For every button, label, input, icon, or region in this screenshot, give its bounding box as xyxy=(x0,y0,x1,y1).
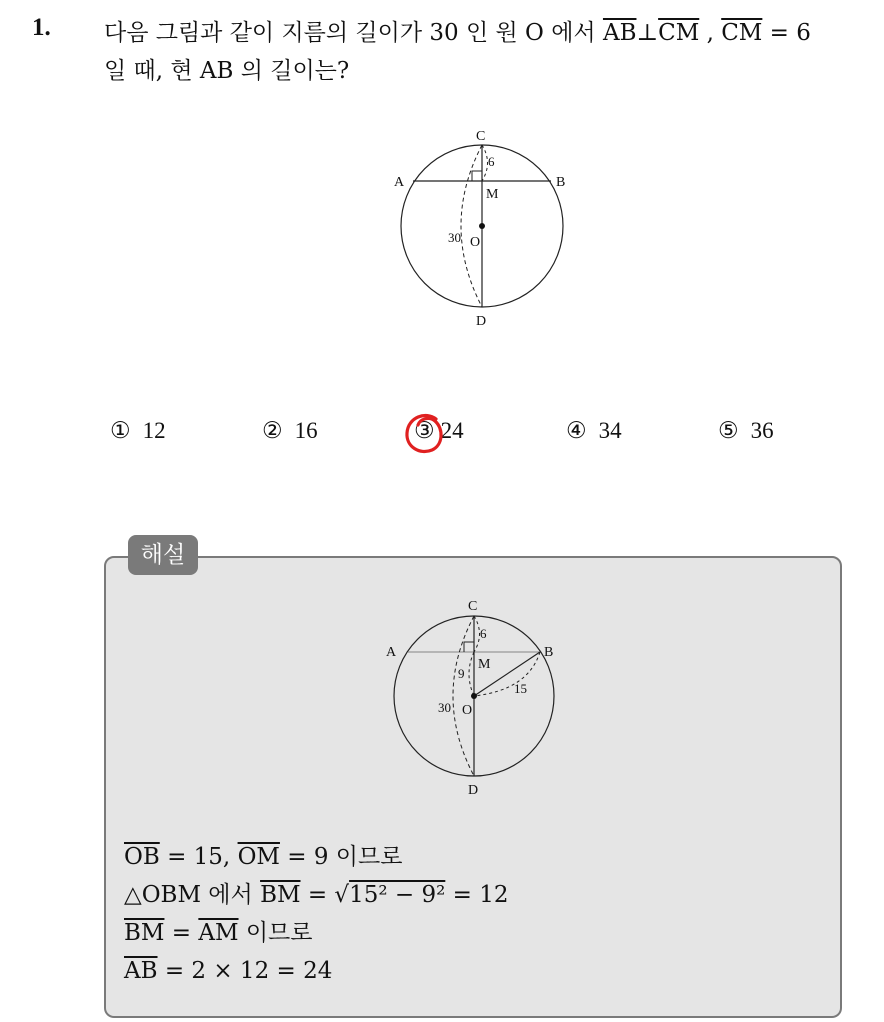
segment-ab: $\overline{AB}$ xyxy=(602,20,637,46)
sol-dashed-arc-30 xyxy=(453,616,474,776)
label-a: A xyxy=(394,175,405,190)
sol-label-30: 30 xyxy=(438,700,451,715)
label-30: 30 xyxy=(448,230,461,245)
segment-om: $\overline{OM}$ xyxy=(237,844,280,870)
segment-bm-2: $\overline{BM}$ xyxy=(124,920,165,946)
sol-dashed-arc-9 xyxy=(469,652,474,696)
sol-label-6: 6 xyxy=(480,626,487,641)
choice-5-value: 36 xyxy=(750,418,774,443)
choice-3-value: 24 xyxy=(440,418,464,443)
eq-12: = 12 xyxy=(445,882,509,908)
sol-label-a: A xyxy=(386,645,397,660)
choice-5-mark: ⑤ xyxy=(718,418,739,443)
label-c: C xyxy=(476,129,486,144)
solution-line-2 xyxy=(124,876,508,914)
eq-sign: = xyxy=(300,882,335,908)
choice-2-mark: ② xyxy=(262,418,283,443)
answer-choices xyxy=(110,418,830,454)
choice-1-mark: ① xyxy=(110,418,131,443)
therefore-suffix: 이므로 xyxy=(238,920,313,946)
comma: , xyxy=(699,20,722,46)
center-point xyxy=(479,223,485,229)
eq-15: = 15, xyxy=(159,844,238,870)
eq-9: = 9 이므로 xyxy=(279,844,403,870)
solution-text xyxy=(124,838,508,990)
right-angle-mark xyxy=(472,171,482,181)
solution-figure xyxy=(378,590,578,800)
selected-answer-circle xyxy=(402,411,448,457)
segment-bm: $\overline{BM}$ xyxy=(260,882,301,908)
solution-line-3 xyxy=(124,914,508,952)
question-figure xyxy=(390,120,580,330)
label-6: 6 xyxy=(488,154,495,169)
label-o: O xyxy=(470,235,481,250)
dashed-arc-30 xyxy=(461,145,482,307)
radical-sign: √ xyxy=(334,882,350,908)
sol-label-d: D xyxy=(468,783,479,798)
sol-label-c: C xyxy=(468,599,478,614)
choice-4-value: 34 xyxy=(598,418,622,443)
triangle-prefix: △OBM 에서 xyxy=(124,882,261,908)
sol-label-m: M xyxy=(478,657,491,672)
question-number: 1. xyxy=(32,14,51,41)
segment-ab-2: $\overline{AB}$ xyxy=(124,958,158,984)
eq-sign-2: = xyxy=(164,920,199,946)
question-line-1 xyxy=(104,14,874,52)
label-d: D xyxy=(476,314,487,329)
dashed-arc-6 xyxy=(482,145,488,181)
sol-label-o: O xyxy=(462,703,473,718)
question-line-2: 일 때, 현 AB 의 길이는? xyxy=(104,58,350,84)
eq-24: = 2 × 12 = 24 xyxy=(157,958,333,984)
choice-1-value: 12 xyxy=(142,418,166,443)
choice-5[interactable] xyxy=(718,418,774,444)
segment-am: $\overline{AM}$ xyxy=(198,920,239,946)
choice-4-mark: ④ xyxy=(566,418,587,443)
question-text xyxy=(104,14,874,90)
solution-tab: 해설 xyxy=(128,535,198,575)
choice-1[interactable] xyxy=(110,418,166,444)
sol-label-9: 9 xyxy=(458,666,465,681)
equals-six: = 6 xyxy=(762,20,811,46)
solution-line-4 xyxy=(124,952,508,990)
segment-cm: $\overline{CM}$ xyxy=(658,20,700,46)
sol-center-point xyxy=(471,693,477,699)
perp-symbol: ⊥ xyxy=(636,20,659,46)
choice-4[interactable] xyxy=(566,418,622,444)
choice-2[interactable] xyxy=(262,418,318,444)
label-b: B xyxy=(556,175,566,190)
choice-3-mark: ③ xyxy=(414,418,435,443)
choice-2-value: 16 xyxy=(294,418,318,443)
sol-label-15: 15 xyxy=(514,681,527,696)
segment-cm-2: $\overline{CM}$ xyxy=(721,20,763,46)
sol-dashed-arc-6 xyxy=(474,616,480,652)
sol-right-angle-mark xyxy=(464,642,474,652)
label-m: M xyxy=(486,187,499,202)
question-prefix: 다음 그림과 같이 지름의 길이가 30 인 원 O 에서 xyxy=(104,20,603,46)
sol-label-b: B xyxy=(544,645,554,660)
solution-line-1 xyxy=(124,838,508,876)
radicand: 15² − 9² xyxy=(349,882,446,908)
segment-ob: $\overline{OB}$ xyxy=(124,844,160,870)
